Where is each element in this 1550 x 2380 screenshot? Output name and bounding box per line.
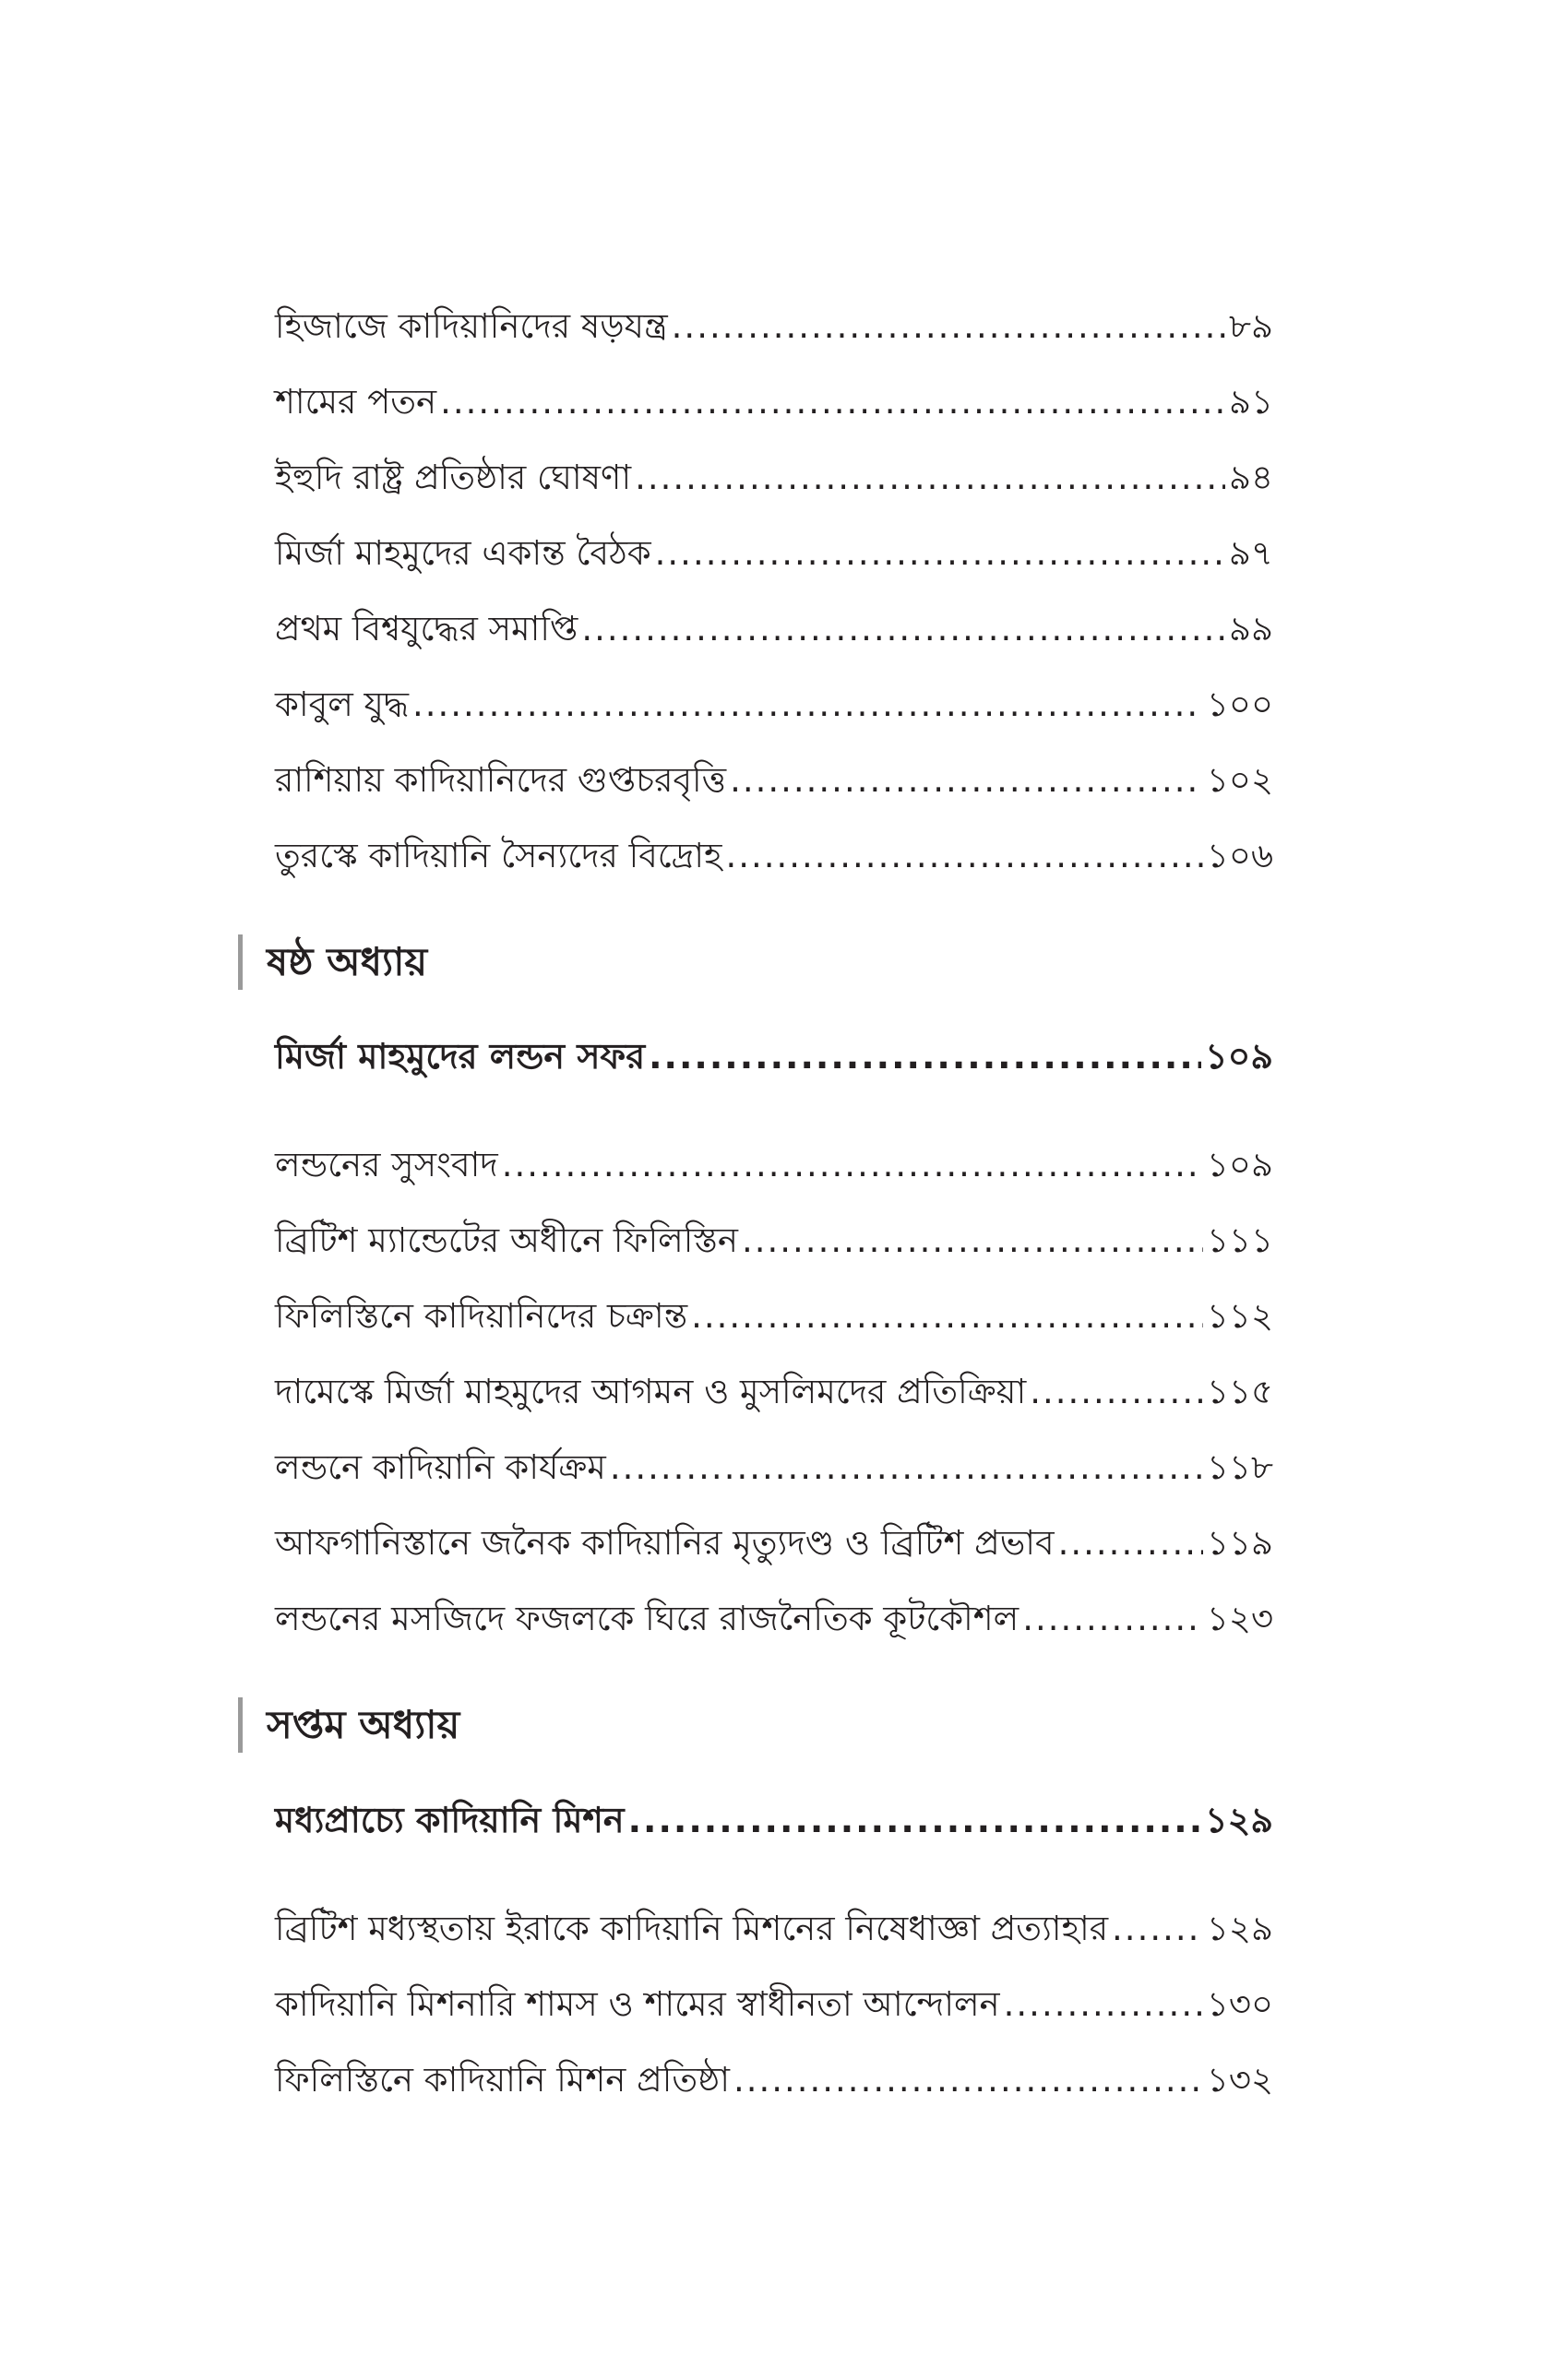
entry-title: হিজাজে কাদিয়ানিদের ষড়যন্ত্র [275,306,668,346]
entry-page: ১১৫ [1206,1372,1273,1411]
dot-leader [725,818,1202,894]
entry-page: ৯৪ [1228,458,1273,497]
entry-page: ১২৯ [1204,1800,1273,1840]
dot-leader [691,1279,1203,1354]
toc-entry[interactable] [275,516,1273,591]
dot-leader [1004,1967,1203,2042]
toc-entry[interactable] [275,440,1273,516]
chapter-6-major [275,1018,1273,1094]
entry-page: ৯৯ [1228,609,1273,649]
toc-major-entry[interactable] [275,1782,1273,1858]
entry-title: প্রথম বিশ্বযুদ্ধের সমাপ্তি [275,609,578,649]
entry-title: দামেস্কে মির্জা মাহমুদের আগমন ও মুসলিমদের প্রতিক্রিয়া [275,1372,1027,1411]
dot-leader [628,1782,1201,1858]
entry-title: মির্জা মাহমুদের লন্ডন সফর [275,1036,646,1077]
entry-title: ফিলিস্তিনে কাদিয়ানি মিশন প্রতিষ্ঠা [275,2060,730,2100]
chapter-7-major [275,1782,1273,1858]
dot-leader [655,516,1225,591]
toc-entry[interactable] [275,364,1273,440]
entry-title: লন্ডনের সুসংবাদ [275,1145,498,1184]
chapter-6-entries [275,1127,1273,1657]
toc-entry[interactable] [275,818,1273,894]
dot-leader [412,667,1203,743]
chapter-heading-6: ষষ্ঠ অধ্যায় [238,934,427,990]
toc-entry[interactable] [275,1891,1273,1967]
entry-title: ব্রিটিশ মধ্যস্থতায় ইরাকে কাদিয়ানি মিশনের নিষেধাজ্ঞা প্রত্যাহার [275,1909,1109,1948]
entry-title: ইহুদি রাষ্ট্র প্রতিষ্ঠার ঘোষণা [275,458,632,497]
entry-page: ৯৭ [1228,533,1273,573]
toc-entry[interactable] [275,289,1273,364]
toc-section-continued [275,289,1273,894]
chapter-7-entries [275,1891,1273,2118]
entry-title: কাদিয়ানি মিশনারি শামস ও শামের স্বাধীনতা আন্দোলন [275,1984,1000,2024]
dot-leader [1058,1505,1203,1581]
entry-title: শামের পতন [275,382,437,422]
toc-entry[interactable] [275,2042,1273,2118]
entry-title: রাশিয়ায় কাদিয়ানিদের গুপ্তচরবৃত্তি [275,760,727,800]
dot-leader [581,591,1225,667]
toc-entry[interactable] [275,1354,1273,1430]
dot-leader [1022,1581,1203,1657]
toc-entry[interactable] [275,1581,1273,1657]
entry-page: ১২৯ [1206,1909,1273,1948]
dot-leader [649,1018,1201,1094]
entry-page: ৯১ [1228,382,1273,422]
entry-page: ১১৮ [1206,1447,1273,1487]
dot-leader [635,440,1225,516]
toc-entry[interactable] [275,1505,1273,1581]
entry-page: ১১১ [1206,1220,1273,1260]
toc-major-entry[interactable] [275,1018,1273,1094]
entry-page: ১৩০ [1206,1984,1273,2024]
dot-leader [672,289,1225,364]
entry-page: ১৩২ [1206,2060,1273,2100]
entry-page: ১০৯ [1204,1036,1273,1077]
dot-leader [610,1430,1203,1505]
entry-page: ১০০ [1206,684,1273,724]
dot-leader [742,1203,1203,1279]
dot-leader [730,743,1203,818]
dot-leader [502,1127,1203,1203]
toc-entry[interactable] [275,1967,1273,2042]
toc-entry[interactable] [275,1203,1273,1279]
entry-page: ১০৬ [1206,836,1273,875]
entry-title: কাবুল যুদ্ধ [275,684,409,724]
dot-leader [1112,1891,1203,1967]
toc-entry[interactable] [275,667,1273,743]
entry-title: ফিলিস্তিনে কাদিয়ানিদের চক্রান্ত [275,1296,688,1336]
chapter-heading-7: সপ্তম অধ্যায় [238,1697,459,1753]
entry-title: ব্রিটিশ ম্যান্ডেটের অধীনে ফিলিস্তিন [275,1220,738,1260]
entry-title: মধ্যপ্রাচ্যে কাদিয়ানি মিশন [275,1800,625,1840]
toc-entry[interactable] [275,743,1273,818]
entry-page: ১০৯ [1206,1145,1273,1184]
entry-page: ১০২ [1206,760,1273,800]
entry-title: তুরস্কে কাদিয়ানি সৈন্যদের বিদ্রোহ [275,836,722,875]
entry-page: ১২৩ [1206,1599,1273,1638]
entry-title: লন্ডনের মসজিদে ফজলকে ঘিরে রাজনৈতিক কূটকৌশল [275,1599,1019,1638]
dot-leader [1030,1354,1203,1430]
dot-leader [733,2042,1203,2118]
entry-page: ৮৯ [1228,306,1273,346]
toc-entry[interactable] [275,1430,1273,1505]
entry-title: মির্জা মাহমুদের একান্ত বৈঠক [275,533,651,573]
entry-title: আফগানিস্তানে জনৈক কাদিয়ানির মৃত্যুদণ্ড ও ব্রিটিশ প্রভাব [275,1523,1055,1563]
toc-entry[interactable] [275,591,1273,667]
dot-leader [440,364,1225,440]
entry-title: লন্ডনে কাদিয়ানি কার্যক্রম [275,1447,606,1487]
toc-entry[interactable] [275,1279,1273,1354]
toc-entry[interactable] [275,1127,1273,1203]
entry-page: ১১২ [1206,1296,1273,1336]
entry-page: ১১৯ [1206,1523,1273,1563]
